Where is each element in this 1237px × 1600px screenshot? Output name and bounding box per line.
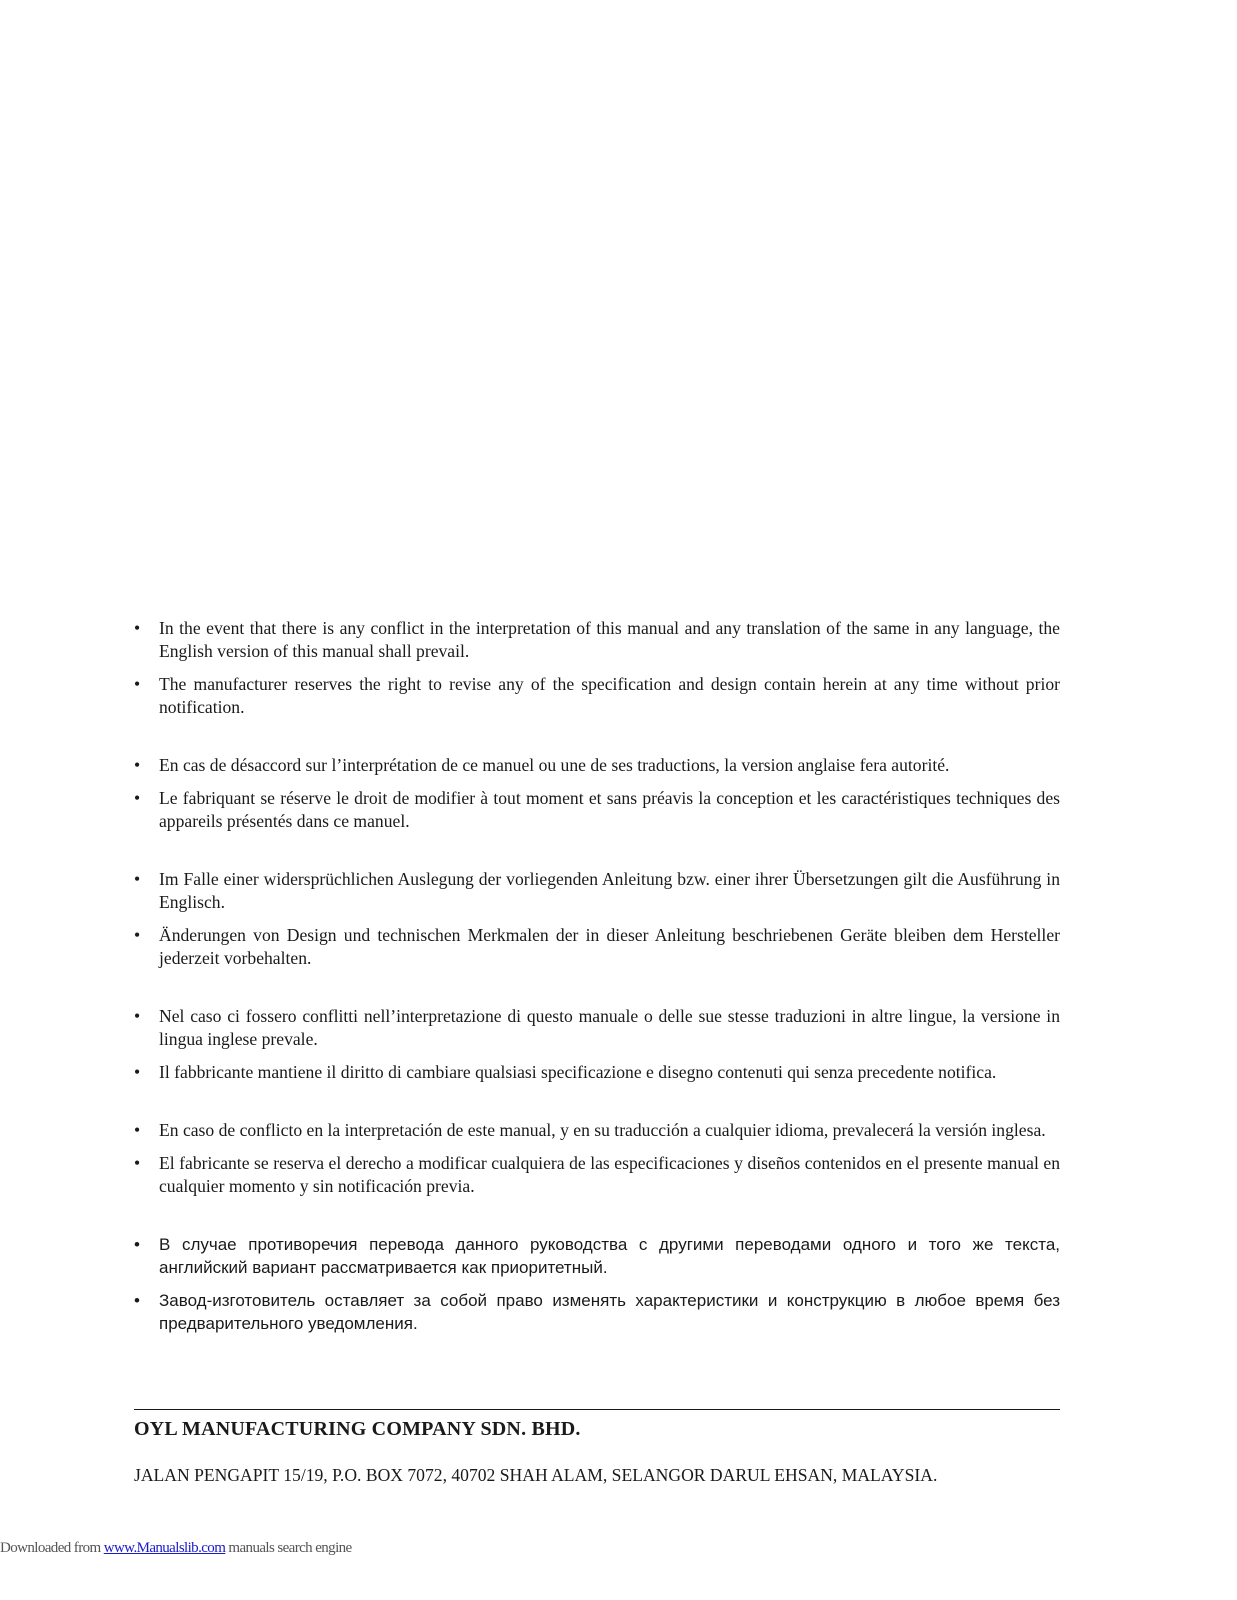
bullet-icon: •	[134, 1120, 141, 1140]
notice-group-german	[134, 868, 1060, 970]
footer-suffix: manuals search engine	[225, 1540, 352, 1556]
list-item	[134, 1152, 1060, 1198]
download-footer	[0, 1540, 352, 1557]
list-item	[134, 1061, 1060, 1084]
notice-text: The manufacturer reserves the right to revise any of the specification and design contain herein at any time without prior notification.	[159, 674, 1060, 717]
divider	[134, 1409, 1060, 1410]
list-item	[134, 617, 1060, 663]
notice-text: Le fabriquant se réserve le droit de modifier à tout moment et sans préavis la conception et les caractéristiques techniques des appareils présentés dans ce manuel.	[159, 788, 1060, 831]
bullet-icon: •	[134, 1006, 141, 1026]
bullet-icon: •	[134, 1235, 140, 1254]
bullet-icon: •	[134, 1062, 141, 1082]
list-item	[134, 673, 1060, 719]
list-item	[134, 787, 1060, 833]
notice-text: Il fabbricante mantiene il diritto di cambiare qualsiasi specificazione e disegno contenuti qui senza precedente notifica.	[159, 1062, 997, 1082]
notice-text: Im Falle einer widersprüchlichen Auslegung der vorliegenden Anleitung bzw. einer ihrer Übersetzungen gilt die Ausführung in Englisch.	[159, 869, 1060, 912]
bullet-icon: •	[134, 618, 141, 638]
notice-text: Nel caso ci fossero conflitti nell’interpretazione di questo manuale o delle sue stesse traduzioni in altre lingue, la versione in lingua inglese prevale.	[159, 1006, 1060, 1049]
list-item	[134, 924, 1060, 970]
company-address: JALAN PENGAPIT 15/19, P.O. BOX 7072, 40702 SHAH ALAM, SELANGOR DARUL EHSAN, MALAYSIA.	[134, 1465, 938, 1485]
list-item	[134, 1289, 1060, 1335]
notice-group-spanish	[134, 1119, 1060, 1198]
notice-group-english	[134, 617, 1060, 719]
notice-text: В случае противоречия перевода данного руководства с другими переводами одного и того же текста, английский вариант рассматривается как приоритетный.	[159, 1235, 1060, 1277]
notice-text: Завод-изготовитель оставляет за собой право изменять характеристики и конструкцию в любое время без предварительного уведомления.	[159, 1291, 1060, 1333]
notice-text: En caso de conflicto en la interpretación de este manual, y en su traducción a cualquier idioma, prevalecerá la versión inglesa.	[159, 1120, 1046, 1140]
notice-group-french	[134, 754, 1060, 833]
list-item	[134, 1119, 1060, 1142]
bullet-icon: •	[134, 755, 141, 775]
bullet-icon: •	[134, 869, 141, 889]
list-item	[134, 754, 1060, 777]
notice-group-italian	[134, 1005, 1060, 1084]
bullet-icon: •	[134, 1291, 140, 1310]
list-item	[134, 1233, 1060, 1279]
notice-text: En cas de désaccord sur l’interprétation de ce manuel ou une de ses traductions, la version anglaise fera autorité.	[159, 755, 950, 775]
bullet-icon: •	[134, 925, 141, 945]
notice-text: Änderungen von Design und technischen Merkmalen der in dieser Anleitung beschriebenen Geräte bleiben dem Hersteller jederzeit vorbehalten.	[159, 925, 1060, 968]
list-item	[134, 1005, 1060, 1051]
bullet-icon: •	[134, 1153, 141, 1173]
bullet-icon: •	[134, 788, 141, 808]
manualslib-link[interactable]: www.Manualslib.com	[103, 1540, 226, 1556]
bullet-icon: •	[134, 674, 141, 694]
notice-text: El fabricante se reserva el derecho a modificar cualquiera de las especificaciones y diseños contenidos en el presente manual en cualquier momento y sin notificación previa.	[159, 1153, 1060, 1196]
company-name: OYL MANUFACTURING COMPANY SDN. BHD.	[134, 1418, 581, 1440]
list-item	[134, 868, 1060, 914]
notice-group-russian	[134, 1233, 1060, 1335]
footer-prefix: Downloaded from	[0, 1540, 104, 1556]
notices-section	[134, 617, 1060, 1335]
notice-text: In the event that there is any conflict in the interpretation of this manual and any translation of the same in any language, the English version of this manual shall prevail.	[159, 618, 1060, 661]
